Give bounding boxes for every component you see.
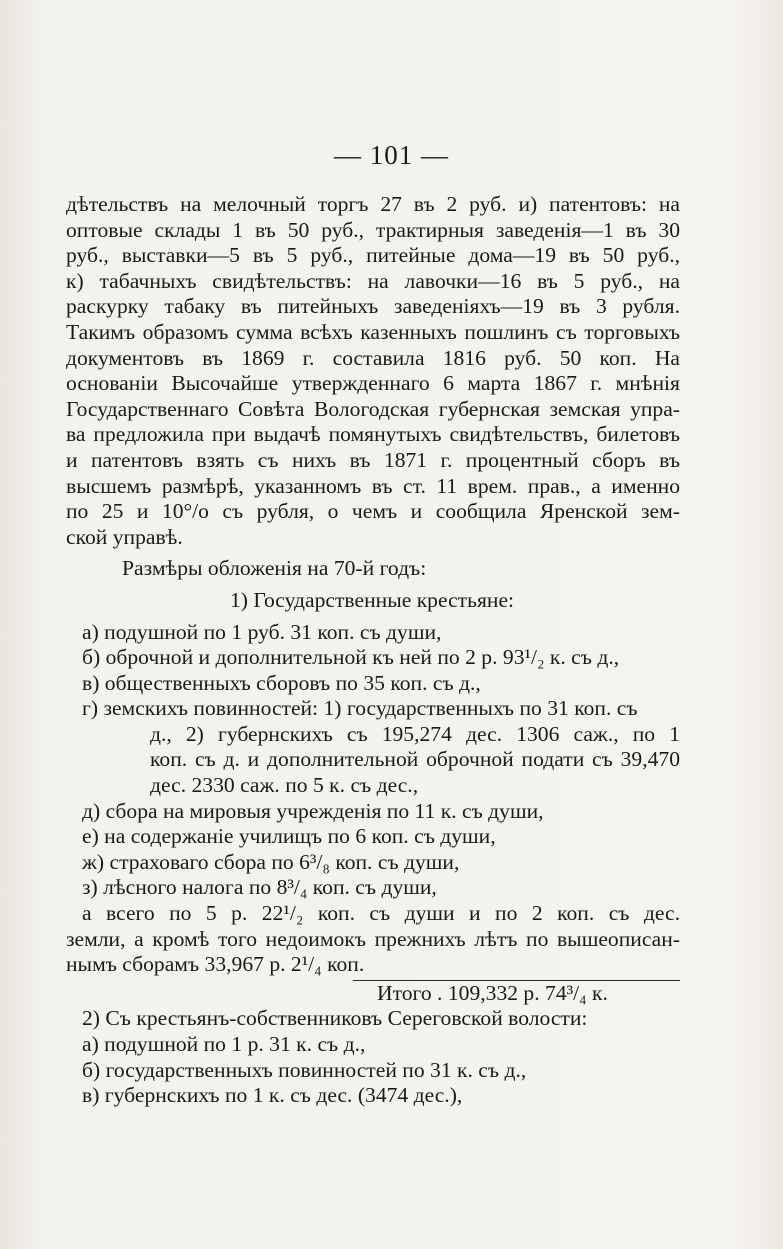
text-line: а) подушной по 1 р. 31 к. съ д., [82,1032,366,1056]
text-line: дес. 2330 саж. по 5 к. съ дес., [150,773,419,798]
text-line: дѣтельствъ на мелочный торгъ 27 въ 2 руб. и) патентовъ: на [66,192,680,216]
text-line: б) оброчной и дополнительной къ ней по 2 р. 93¹/₂ к. съ д., [82,645,620,670]
text-line: земли, а кромѣ того недоимокъ прежнихъ лѣтъ по вышеописан- [66,926,680,951]
page-number: — 101 — [334,140,449,170]
text-line: в) губернскихъ по 1 к. съ дес. (3474 дес.), [82,1083,463,1108]
text-line: документовъ въ 1869 г. составила 1816 руб. 50 коп. На [66,345,680,370]
text-line: ва предложила при выдачѣ помянутыхъ свидѣтельствъ, билетовъ [66,422,680,447]
body-text [66,192,680,1109]
total-line: Итого . 109,332 р. 74³/₄ к. [377,980,608,1005]
text-line: основаніи Высочайше утвержденнаго 6 марта 1867 г. мнѣнія [66,371,680,396]
paragraph-lines [66,192,680,978]
text-line: б) государственныхъ повинностей по 31 к. съ д., [82,1057,527,1082]
text-line: нымъ сборамъ 33,967 р. 2¹/₄ коп. [66,952,365,977]
text-line: е) на содержаніе училищъ по 6 коп. съ души, [82,824,496,849]
text-line: 1) Государственные крестьяне: [230,587,515,612]
text-line: а) подушной по 1 руб. 31 коп. съ души, [82,619,442,644]
text-line: и патентовъ взять съ нихъ въ 1871 г. процентный сборъ въ [66,447,680,472]
text-line: д., 2) губернскихъ съ 195,274 дес. 1306 саж., по 1 [150,721,680,746]
text-line: по 25 и 10°/о съ рубля, о чемъ и сообщила Яренской зем- [66,499,680,524]
text-line: д) сбора на мировыя учрежденія по 11 к. съ души, [82,798,544,823]
text-line: коп. съ д. и дополнительной оброчной подати съ 39,470 [150,747,680,772]
text-line: Размѣры обложенія на 70-й годъ: [122,556,427,581]
text-line: з) лѣсного налога по 8³/₄ коп. съ души, [82,875,437,900]
text-line: оптовые склады 1 въ 50 руб., трактирныя заведенія—1 въ 30 [66,217,680,242]
text-line: раскурку табаку въ питейныхъ заведеніяхъ—19 въ 3 рубля. [66,294,680,319]
text-line: руб., выставки—5 въ 5 руб., питейные дома—19 въ 50 руб., [66,243,680,268]
text-line: ж) страховаго сбора по 6³/₈ коп. съ души, [82,849,460,874]
text-line: к) табачныхъ свидѣтельствъ: на лавочки—16 въ 5 руб., на [66,268,680,293]
text-line: ской управѣ. [66,524,183,549]
text-line: Такимъ образомъ сумма всѣхъ казенныхъ пошлинъ съ торговыхъ [66,319,680,344]
text-line: 2) Съ крестьянъ-собственниковъ Сереговской волости: [82,1006,588,1031]
text-line: высшемъ размѣрѣ, указанномъ въ ст. 11 врем. прав., а именно [66,473,680,498]
text-line: Государственнаго Совѣта Вологодская губернская земская упра- [66,396,680,421]
text-line: г) земскихъ повинностей: 1) государственныхъ по 31 коп. съ [82,696,638,721]
text-line: а всего по 5 р. 22¹/₂ коп. съ души и по 2 коп. съ дес. [82,901,680,926]
text-line: в) общественныхъ сборовъ по 35 коп. съ д., [82,670,481,695]
section-2-lines [66,1006,680,1108]
